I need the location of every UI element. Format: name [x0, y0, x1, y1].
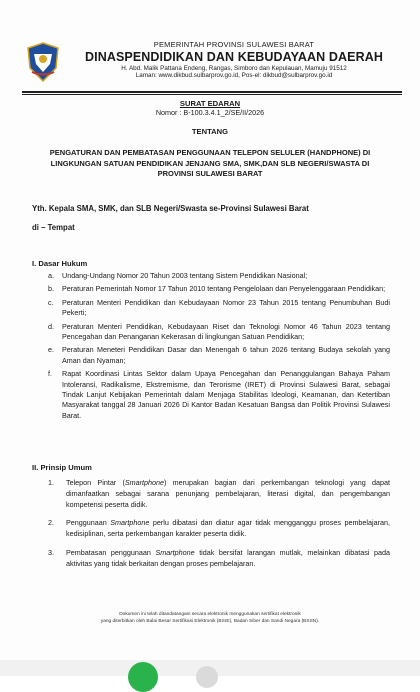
list-item: c. Peraturan Menteri Pendidikan dan Kebudayaan Nomor 23 Tahun 2015 tentang Penumbuhan Budi Pekerti; — [48, 297, 390, 318]
list-item: 3. Pembatasan penggunaan Smartphone tidak bersifat larangan mutlak, melainkan dibatasi pada aktivitas yang tidak berkaitan dengan proses pembelajaran. — [48, 547, 390, 568]
legal-basis-list — [48, 271, 390, 424]
department-name: DINASPENDIDIKAN DAN KEBUDAYAAN DAERAH — [85, 50, 383, 64]
government-name: PEMERINTAH PROVINSI SULAWESI BARAT — [153, 40, 315, 49]
list-item: 1. Telepon Pintar (Smartphone) merupakan bagian dari perkembangan teknologi yang dapat dimanfaatkan sebagai sarana penunjang pembelajaran, literasi digital, dan pengembangan kompetensi peserta didik. — [48, 478, 390, 509]
letterhead-divider — [22, 91, 402, 93]
list-item: d. Peraturan Menteri Pendidikan, Kebudayaan Riset dan Teknologi Nomor 46 Tahun 2023 tentang Pencegahan dan Penanganan Kekerasan di lingkungan Satuan Pendidikan; — [48, 321, 390, 342]
e-signature-footer — [0, 611, 420, 625]
list-item: a. Undang-Undang Nomor 20 Tahun 2003 tentang Sistem Pendidikan Nasional; — [48, 271, 308, 280]
letterhead-divider-thin — [22, 94, 402, 95]
secondary-button[interactable] — [196, 666, 218, 688]
section-2-title: II. Prinsip Umum — [32, 463, 92, 472]
province-emblem-icon — [26, 42, 60, 82]
office-address: H. Abd. Malik Pattana Endeng, Rangas, Simboro dan Kepulauan, Mamuju 91512 — [121, 65, 347, 72]
list-item: b. Peraturan Pemerintah Nomor 17 Tahun 2010 tentang Pengelolaan dan Penyelenggaraan Pendidikan; — [48, 284, 386, 294]
general-principles-list — [48, 478, 390, 578]
recipient-place: di – Tempat — [32, 223, 75, 232]
list-item: e. Peraturan Meneteri Pendidikan Dasar dan Menengah 6 tahun 2026 tentang Budaya sekolah yang Aman dan Nyaman; — [48, 345, 390, 365]
office-contact: Laman: www.dikbud.sulbarprov.go.id, Pos-el: dikbud@sulbarprov.go.id — [135, 72, 333, 79]
footer-line-1: Dokumen ini telah ditandatangani secara elektronik menggunakan sertifikat elektronik — [119, 612, 301, 617]
section-1-title: I. Dasar Hukum — [32, 259, 88, 268]
about-label: TENTANG — [191, 127, 229, 136]
list-item: 2. Penggunaan Smartphone perlu dibatasi dan diatur agar tidak mengganggu proses pembelajaran, kedisiplinan, serta perkembangan karakter peserta didik. — [48, 518, 390, 539]
footer-line-2: yang diterbitkan oleh Balai Besar Sertifikasi Elektronik (BSrE), Badan Siber dan Sandi Negara (BSSN). — [100, 619, 320, 624]
letter-subject: PENGATURAN DAN PEMBATASAN PENGGUNAAN TELEPON SELULER (HANDPHONE) DI LINGKUNGAN SATUAN PENDIDIKAN JENJANG SMA, SMK,DAN SLB NEGERI/SWASTA DI PROVINSI SULAWESI BARAT — [49, 148, 371, 179]
letterhead-text — [64, 40, 404, 79]
share-button[interactable] — [128, 662, 158, 692]
letter-type: SURAT EDARAN — [179, 99, 241, 108]
list-item: f. Rapat Koordinasi Lintas Sektor dalam Upaya Pencegahan dan Penanggulangan Bahaya Paham Intoleransi, Radikalisme, Ekstremisme, dan Terorisme (IRET) di Provinsi Sulawesi Barat, sebagai Tindak Lanjut Kebijakan Pemerintah dalam Menjaga Stabilitas Ideologi, Keamanan, dan Ketertiban Masyarakat tanggal 28 Januari 2026 Di Kantor Badan Kesatuan Bangsa dan Politik Provinsi Sulawesi Barat. — [48, 369, 390, 420]
recipient: Yth. Kepala SMA, SMK, dan SLB Negeri/Swasta se-Provinsi Sulawesi Barat — [32, 204, 309, 213]
letter-number: Nomor : B-100.3.4.1_2/SE/II/2026 — [155, 108, 265, 117]
